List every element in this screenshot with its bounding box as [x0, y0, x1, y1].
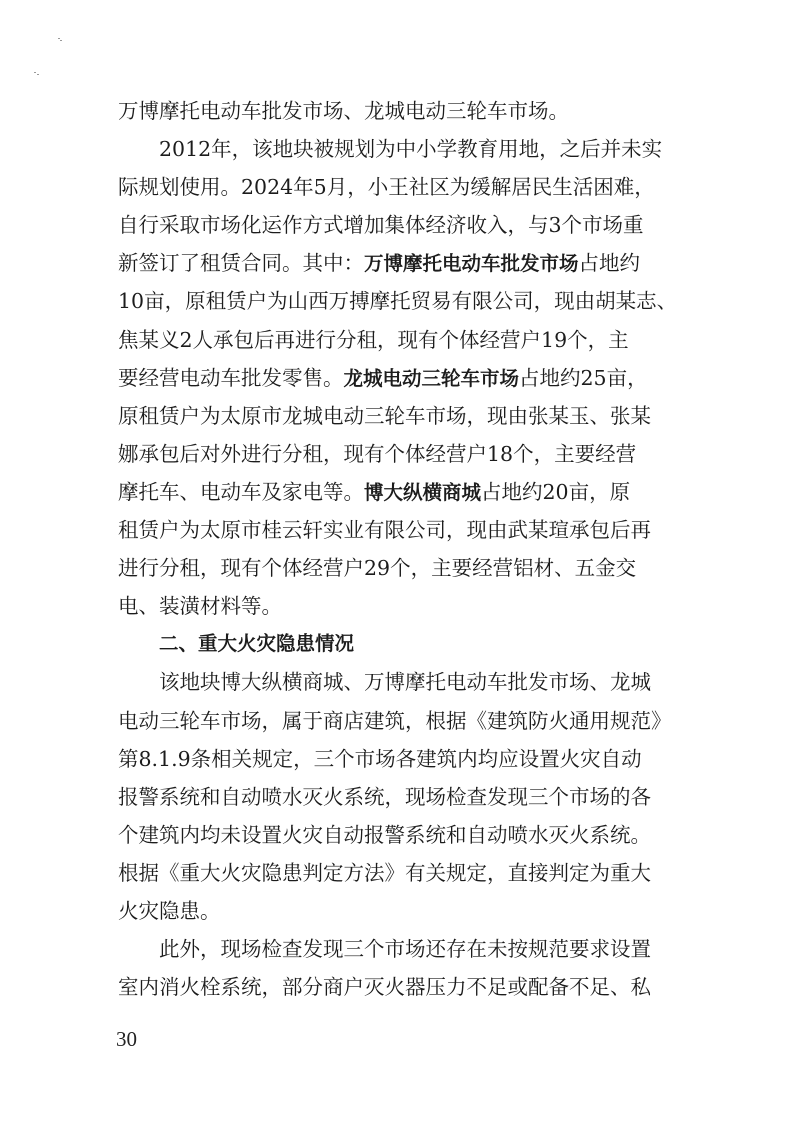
page-number: 30	[116, 1027, 137, 1051]
body-text	[118, 92, 690, 1006]
text-line: 个建筑内均未设置火灾自动报警系统和自动喷水灭火系统。	[118, 822, 651, 847]
text-line: 电、装潢材料等。	[118, 594, 282, 619]
text-line: 租赁户为太原市桂云轩实业有限公司，现由武某瑄承包后再	[118, 518, 651, 543]
text-line: 万博摩托电动车批发市场、龙城电动三轮车市场。	[118, 99, 569, 123]
text-line: 要经营电动车批发零售。龙城电动三轮车市场占地约25亩，	[118, 365, 648, 390]
text-line: 火灾隐患。	[118, 898, 221, 923]
bold-market-name: 博大纵横商城	[364, 480, 482, 504]
bold-market-name: 龙城电动三轮车市场	[343, 366, 520, 390]
text-line: 2012年，该地块被规划为中小学教育用地，之后并未实	[159, 137, 663, 162]
scan-specks	[30, 28, 60, 78]
text-line: 际规划使用。2024年5月，小王社区为缓解居民生活困难，	[118, 175, 655, 200]
text-line: 原租赁户为太原市龙城电动三轮车市场，现由张某玉、张某	[118, 403, 651, 428]
text-line: 10亩，原租赁户为山西万搏摩托贸易有限公司，现由胡某志、	[118, 289, 678, 314]
text-line: 室内消火栓系统，部分商户灭火器压力不足或配备不足、私	[118, 975, 651, 1000]
text-line: 摩托车、电动车及家电等。博大纵横商城占地约20亩，原	[118, 479, 631, 504]
text-line: 第8.1.9条相关规定，三个市场各建筑内均应设置火灾自动	[118, 746, 642, 771]
text-line: 自行采取市场化运作方式增加集体经济收入，与3个市场重	[118, 213, 644, 238]
text-line: 新签订了租赁合同。其中：万博摩托电动车批发市场占地约	[118, 251, 641, 276]
text-line: 报警系统和自动喷水灭火系统，现场检查发现三个市场的各	[118, 784, 651, 809]
text-line: 该地块博大纵横商城、万博摩托电动车批发市场、龙城	[159, 670, 651, 695]
bold-market-name: 万博摩托电动车批发市场	[364, 252, 579, 276]
text-line: 根据《重大火灾隐患判定方法》有关规定，直接判定为重大	[118, 860, 651, 885]
text-line: 进行分租，现有个体经营户29个，主要经营铝材、五金交	[118, 556, 637, 581]
text-line: 此外，现场检查发现三个市场还存在未按规范要求设置	[159, 937, 651, 962]
text-line: 焦某义2人承包后再进行分租，现有个体经营户19个，主	[118, 327, 629, 352]
text-line: 娜承包后对外进行分租，现有个体经营户18个，主要经营	[118, 441, 637, 466]
section-heading: 二、重大火灾隐患情况	[159, 632, 355, 656]
text-line: 电动三轮车市场，属于商店建筑，根据《建筑防火通用规范》	[118, 708, 672, 733]
